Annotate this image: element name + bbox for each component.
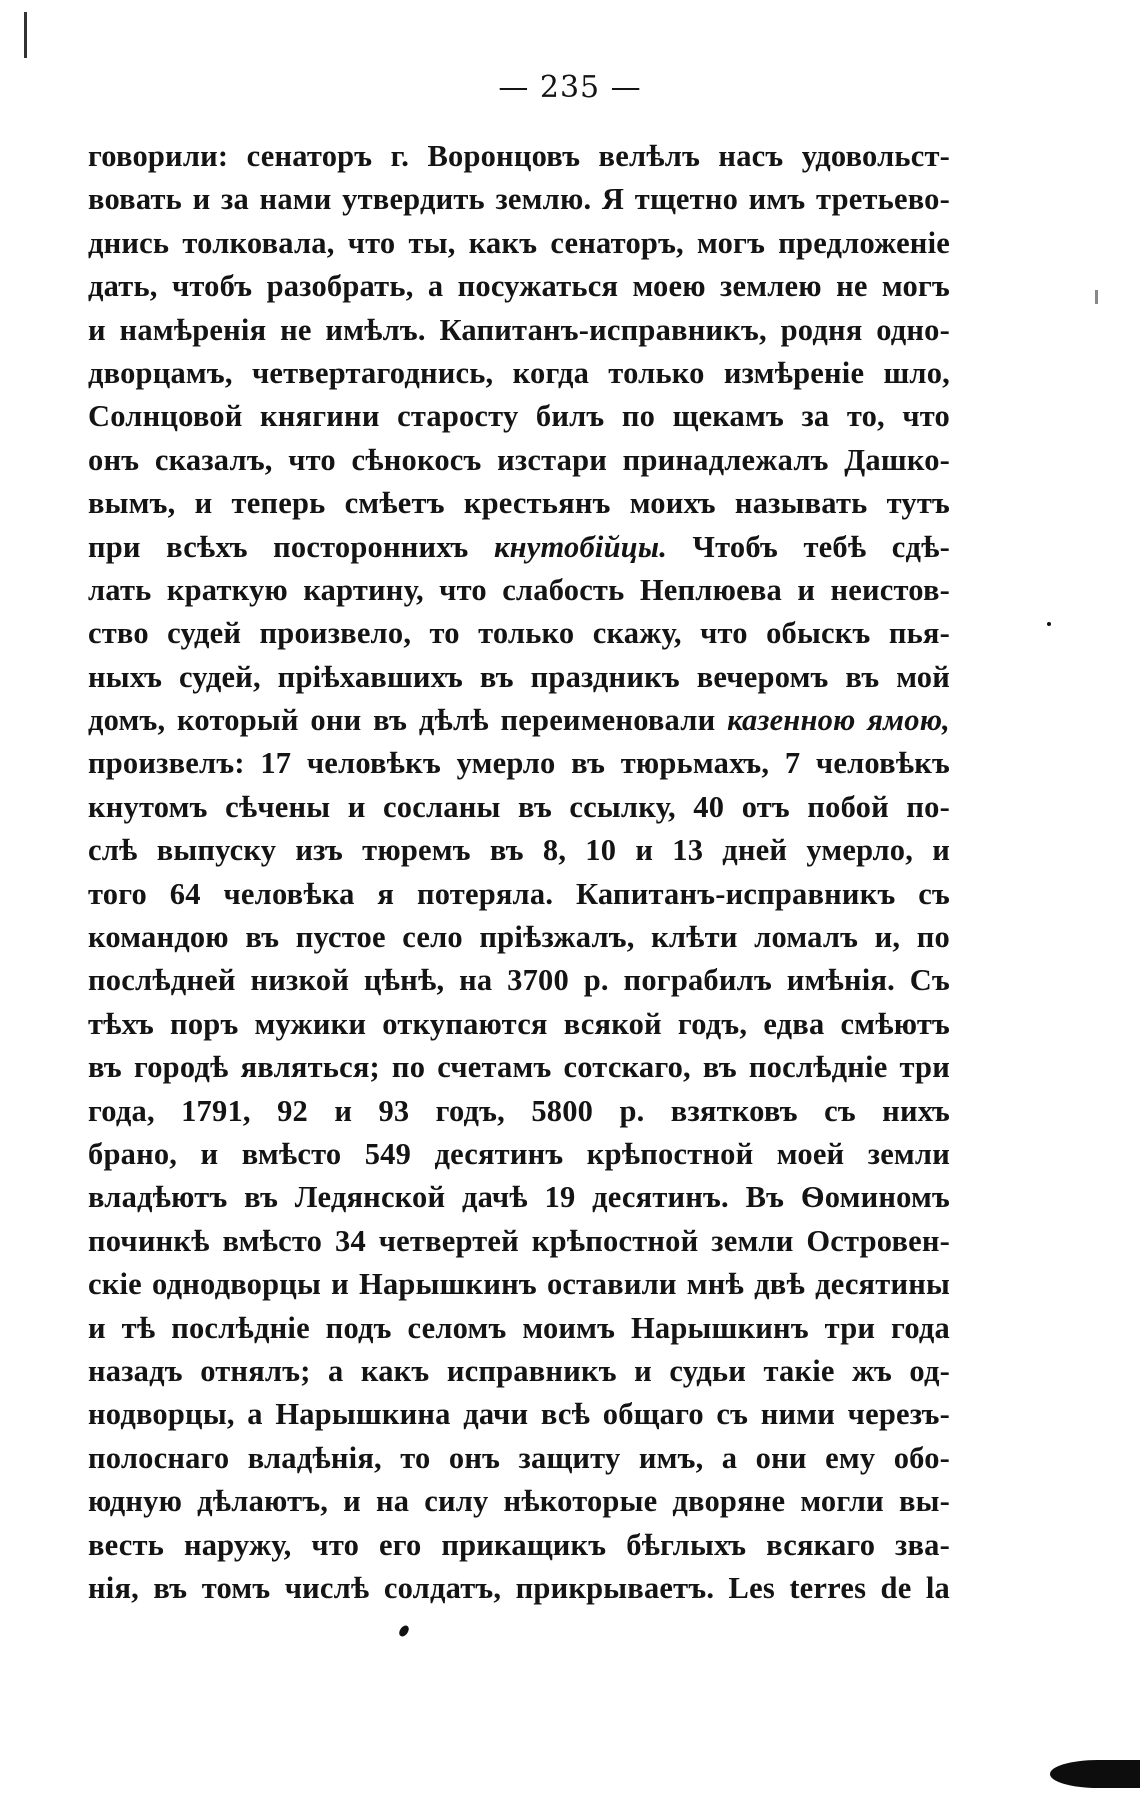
- text-line: [88, 742, 950, 785]
- text-line: [88, 959, 950, 1002]
- text-segment: владѣютъ въ Ледянской дачѣ 19 десятинъ. Въ Ѳоминомъ: [88, 1180, 950, 1215]
- text-segment: назадъ отнялъ; а какъ исправникъ и судьи такіе жъ од-: [88, 1353, 950, 1388]
- text-segment: дать, чтобъ разобрать, а посужаться моею землею не могъ: [88, 269, 950, 304]
- text-segment: и намѣренія не имѣлъ. Капитанъ-исправникъ, родня одно-: [88, 312, 950, 347]
- text-line: [88, 569, 950, 612]
- text-segment: слѣ выпуску изъ тюремъ въ 8, 10 и 13 дней умерло, и: [88, 833, 950, 868]
- text-segment: весть наружу, что его прикащикъ бѣглыхъ всякаго зва-: [88, 1527, 950, 1562]
- text-line: [88, 1263, 950, 1306]
- text-line: [88, 178, 950, 221]
- page-number: — 235 —: [498, 70, 642, 105]
- text-line: [88, 526, 950, 569]
- text-segment: юдную дѣлаютъ, и на силу нѣкоторые дворяне могли вы-: [88, 1484, 950, 1519]
- text-segment: ныхъ судей, пріѣхавшихъ въ праздникъ вечеромъ въ мой: [88, 659, 950, 694]
- text-segment: при всѣхъ постороннихъ: [88, 529, 494, 564]
- text-line: [88, 1090, 950, 1133]
- text-line: [88, 1567, 950, 1610]
- scan-speck: [1047, 622, 1051, 626]
- text-line: [88, 1003, 950, 1046]
- text-segment: полоснаго владѣнія, то онъ защиту имъ, а они ему обо-: [88, 1440, 950, 1475]
- text-segment: Чтобъ тебѣ сдѣ-: [667, 529, 950, 564]
- text-line: [88, 1350, 950, 1393]
- text-line: [88, 135, 950, 178]
- text-line: [88, 829, 950, 872]
- scan-smudge: [1050, 1760, 1140, 1788]
- text-line: [88, 222, 950, 265]
- text-line: [88, 439, 950, 482]
- text-segment: Солнцовой княгини старосту билъ по щекамъ за то, что: [88, 399, 950, 434]
- text-line: [88, 309, 950, 352]
- text-line: [88, 873, 950, 916]
- text-line: [88, 786, 950, 829]
- text-segment: нія, въ томъ числѣ солдатъ, прикрываетъ. Les terres de la: [88, 1570, 950, 1605]
- text-line: [88, 1437, 950, 1480]
- text-line: [88, 1046, 950, 1089]
- text-segment: командою въ пустое село пріѣзжалъ, клѣти ломалъ и, по: [88, 920, 950, 955]
- text-segment: домъ, который они въ дѣлѣ переименовали: [88, 703, 728, 738]
- text-line: [88, 265, 950, 308]
- text-line: [88, 1307, 950, 1350]
- text-line: [88, 1220, 950, 1263]
- text-segment: того 64 человѣка я потеряла. Капитанъ-исправникъ съ: [88, 876, 950, 911]
- text-line: [88, 656, 950, 699]
- text-segment: днись толковала, что ты, какъ сенаторъ, могъ предложеніе: [88, 225, 950, 260]
- scan-tick-mark: [1095, 290, 1098, 304]
- text-line: [88, 1176, 950, 1219]
- text-segment: произвелъ: 17 человѣкъ умерло въ тюрьмахъ, 7 человѣкъ: [88, 746, 950, 781]
- text-segment: вымъ, и теперь смѣетъ крестьянъ моихъ называть тутъ: [88, 486, 950, 521]
- text-segment: дворцамъ, четвертагоднись, когда только измѣреніе шло,: [88, 355, 950, 390]
- italic-phrase: кнутобійцы.: [493, 529, 668, 564]
- scan-edge-mark: [24, 12, 27, 58]
- text-line: [88, 352, 950, 395]
- text-segment: говорили: сенаторъ г. Воронцовъ велѣлъ насъ удовольст-: [88, 139, 950, 173]
- text-segment: лать краткую картину, что слабость Неплюева и неистов-: [88, 572, 950, 607]
- text-line: [88, 482, 950, 525]
- text-segment: вовать и за нами утвердить землю. Я тщетно имъ третьево-: [88, 182, 950, 217]
- text-segment: онъ сказалъ, что сѣнокосъ изстари принадлежалъ Дашко-: [88, 442, 950, 477]
- italic-phrase: казенною ямою,: [727, 703, 950, 738]
- text-segment: брано, и вмѣсто 549 десятинъ крѣпостной моей земли: [88, 1136, 950, 1171]
- text-line: [88, 395, 950, 438]
- text-segment: скіе однодворцы и Нарышкинъ оставили мнѣ двѣ десятины: [88, 1267, 950, 1302]
- text-line: [88, 1480, 950, 1523]
- text-segment: послѣдней низкой цѣнѣ, на 3700 р. пограбилъ имѣнія. Съ: [88, 963, 950, 998]
- text-segment: ство судей произвело, то только скажу, что обыскъ пья-: [88, 616, 950, 651]
- text-segment: нодворцы, а Нарышкина дачи всѣ общаго съ ними черезъ-: [88, 1397, 950, 1432]
- body-text: [88, 135, 950, 1610]
- text-segment: и тѣ послѣдніе подъ селомъ моимъ Нарышкинъ три года: [88, 1310, 950, 1345]
- text-line: [88, 699, 950, 742]
- text-segment: года, 1791, 92 и 93 годъ, 5800 р. взятковъ съ нихъ: [88, 1093, 950, 1128]
- text-segment: кнутомъ сѣчены и сосланы въ ссылку, 40 отъ побой по-: [88, 789, 950, 824]
- text-line: [88, 1133, 950, 1176]
- text-line: [88, 916, 950, 959]
- text-segment: въ городѣ являться; по счетамъ сотскаго, въ послѣдніе три: [88, 1050, 950, 1085]
- text-line: [88, 612, 950, 655]
- text-segment: починкѣ вмѣсто 34 четвертей крѣпостной земли Островен-: [88, 1223, 950, 1258]
- ink-blot: [397, 1624, 410, 1638]
- text-line: [88, 1393, 950, 1436]
- text-segment: тѣхъ поръ мужики откупаются всякой годъ, едва смѣютъ: [88, 1006, 950, 1041]
- text-line: [88, 1524, 950, 1567]
